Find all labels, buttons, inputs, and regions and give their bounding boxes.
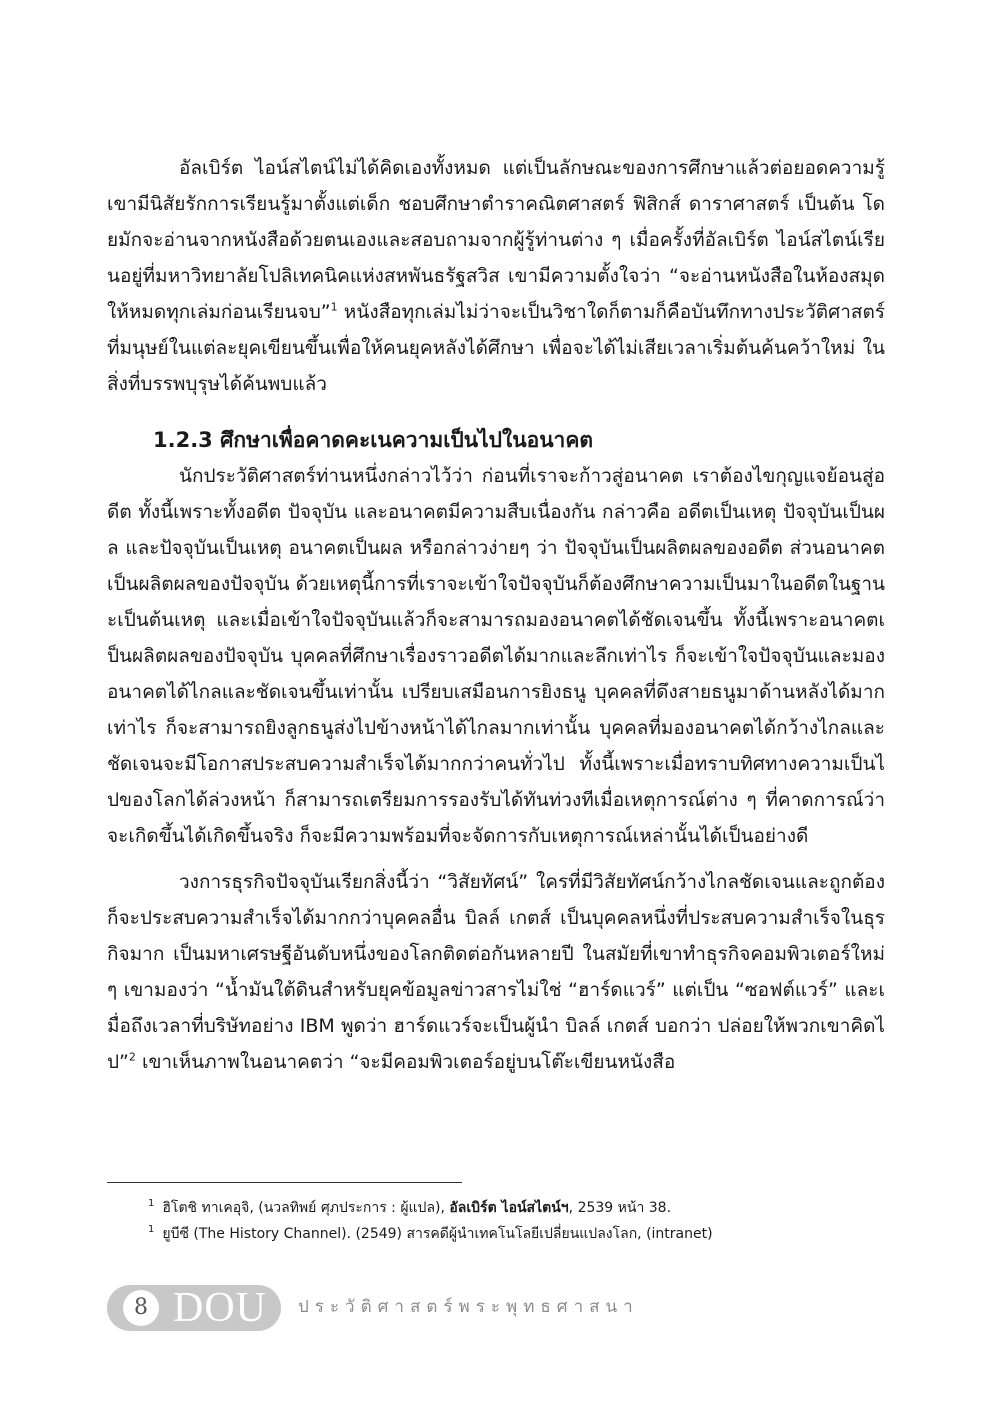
dou-logo: DOU [173, 1285, 267, 1331]
footnote-book-title: อัลเบิร์ต ไอน์สไตน์ฯ [449, 1200, 569, 1216]
paragraph-vision [107, 864, 885, 1080]
page-body [107, 150, 885, 1080]
paragraph-einstein [107, 150, 885, 402]
paragraph-vision-text: วงการธุรกิจปัจจุบันเรียกสิ่งนี้ว่า “วิสัยทัศน์” ใครที่มีวิสัยทัศน์กว้างไกลชัดเจนและถูกต้อง ก็จะประสบความสำเร็จได้มากกว่าบุคคลอื่น บิลล์ เกตส์ เป็นบุคคลหนึ่งที่ประสบความสำเร็จในธุรกิจมาก เป็นมหาเศรษฐีอันดับหนึ่งของโลกติดต่อกันหลายปี ในสมัยที่เขาทำธุรกิจคอมพิวเตอร์ใหม่ๆ เขามองว่า “น้ำมันใต้ดินสำหรับยุคข้อมูลข่าวสารไม่ใช่ “ฮาร์ดแวร์” แต่เป็น “ซอฟต์แวร์” และเมื่อถึงเวลาที่บริษัทอย่าง IBM พูดว่า ฮาร์ดแวร์จะเป็นผู้นำ บิลล์ เกตส์ บอกว่า ปล่อยให้พวกเขาคิดไป” [107, 871, 885, 1073]
footnote-text: ยูบีซี (The History Channel). (2549) สารคดีผู้นำเทคโนโลยีเปลี่ยนแปลงโลก, (intranet) [162, 1226, 713, 1242]
footnote-ref-1[interactable]: 1 [330, 300, 338, 314]
paragraph-history-future: นักประวัติศาสตร์ท่านหนึ่งกล่าวไว้ว่า ก่อนที่เราจะก้าวสู่อนาคต เราต้องไขกุญแจย้อนสู่อดีต ทั้งนี้เพราะทั้งอดีต ปัจจุบัน และอนาคตมีความสืบเนื่องกัน กล่าวคือ อดีตเป็นเหตุ ปัจจุบันเป็นผล และปัจจุบันเป็นเหตุ อนาคตเป็นผล หรือกล่าวง่ายๆ ว่า ปัจจุบันเป็นผลิตผลของอดีต ส่วนอนาคตเป็นผลิตผลของปัจจุบัน ด้วยเหตุนี้การที่เราจะเข้าใจปัจจุบันก็ต้องศึกษาความเป็นมาในอดีตในฐานะเป็นต้นเหตุ และเมื่อเข้าใจปัจจุบันแล้วก็จะสามารถมองอนาคตได้ชัดเจนขึ้น ทั้งนี้เพราะอนาคตเป็นผลิตผลของปัจจุบัน บุคคลที่ศึกษาเรื่องราวอดีตได้มากและลึกเท่าไร ก็จะเข้าใจปัจจุบันและมองอนาคตได้ไกลและชัดเจนขึ้นเท่านั้น เปรียบเสมือนการยิงธนู บุคคลที่ดึงสายธนูมาด้านหลังได้มากเท่าไร ก็จะสามารถยิงลูกธนูส่งไปข้างหน้าได้ไกลมากเท่านั้น บุคคลที่มองอนาคตได้กว้างไกลและชัดเจนจะมีโอกาสประสบความสำเร็จได้มากกว่าคนทั่วไป ทั้งนี้เพราะเมื่อทราบทิศทางความเป็นไปของโลกได้ล่วงหน้า ก็สามารถเตรียมการรองรับได้ทันท่วงทีเมื่อเหตุการณ์ต่าง ๆ ที่คาดการณ์ว่าจะเกิดขึ้นได้เกิดขึ้นจริง ก็จะมีความพร้อมที่จะจัดการกับเหตุการณ์เหล่านั้นได้เป็นอย่างดี [107, 465, 885, 847]
footnote-text: ฮิโตชิ ทาเคอุจิ, (นวลทิพย์ ศุภประการ : ผู้แปล), [162, 1200, 450, 1216]
footnote-divider [107, 1182, 462, 1183]
page-number: 8 [123, 1290, 159, 1326]
footer-badge [107, 1285, 281, 1331]
footnote-number: 1 [148, 1224, 155, 1236]
section-heading-1-2-3: 1.2.3 ศึกษาเพื่อคาดคะเนความเป็นไปในอนาคต [153, 428, 594, 452]
paragraph-einstein-continued: หนังสือทุกเล่มไม่ว่าจะเป็นวิชาใดก็ตามก็คือบันทึกทางประวัติศาสตร์ที่มนุษย์ในแต่ละยุคเขียนขึ้นเพื่อให้คนยุคหลังได้ศึกษา เพื่อจะได้ไม่เสียเวลาเริ่มต้นค้นคว้าใหม่ ในสิ่งที่บรรพบุรุษได้ค้นพบแล้ว [107, 301, 885, 395]
paragraph-vision-continued: เขาเห็นภาพในอนาคตว่า “จะมีคอมพิวเตอร์อยู่บนโต๊ะเขียนหนังสือ [135, 1051, 676, 1073]
footnote-number: 1 [148, 1198, 155, 1210]
running-footer-title: ประวัติศาสตร์พระพุทธศาสนา [298, 1297, 639, 1317]
footnotes [148, 1195, 888, 1247]
footnote-2 [148, 1221, 888, 1247]
paragraph-einstein-text: อัลเบิร์ต ไอน์สไตน์ไม่ได้คิดเองทั้งหมด แต่เป็นลักษณะของการศึกษาแล้วต่อยอดความรู้ เขามีนิสัยรักการเรียนรู้มาตั้งแต่เด็ก ชอบศึกษาตำราคณิตศาสตร์ ฟิสิกส์ ดาราศาสตร์ เป็นต้น โดยมักจะอ่านจากหนังสือด้วยตนเองและสอบถามจากผู้รู้ท่านต่าง ๆ เมื่อครั้งที่อัลเบิร์ต ไอน์สไตน์เรียนอยู่ที่มหาวิทยาลัยโปลิเทคนิคแห่งสหพันธรัฐสวิส เขามีความตั้งใจว่า “จะอ่านหนังสือในห้องสมุดให้หมดทุกเล่มก่อนเรียนจบ” [107, 157, 885, 323]
footnote-text-end: , 2539 หน้า 38. [568, 1200, 672, 1216]
footnote-1 [148, 1195, 888, 1221]
footnote-ref-2[interactable]: 2 [128, 1050, 136, 1064]
